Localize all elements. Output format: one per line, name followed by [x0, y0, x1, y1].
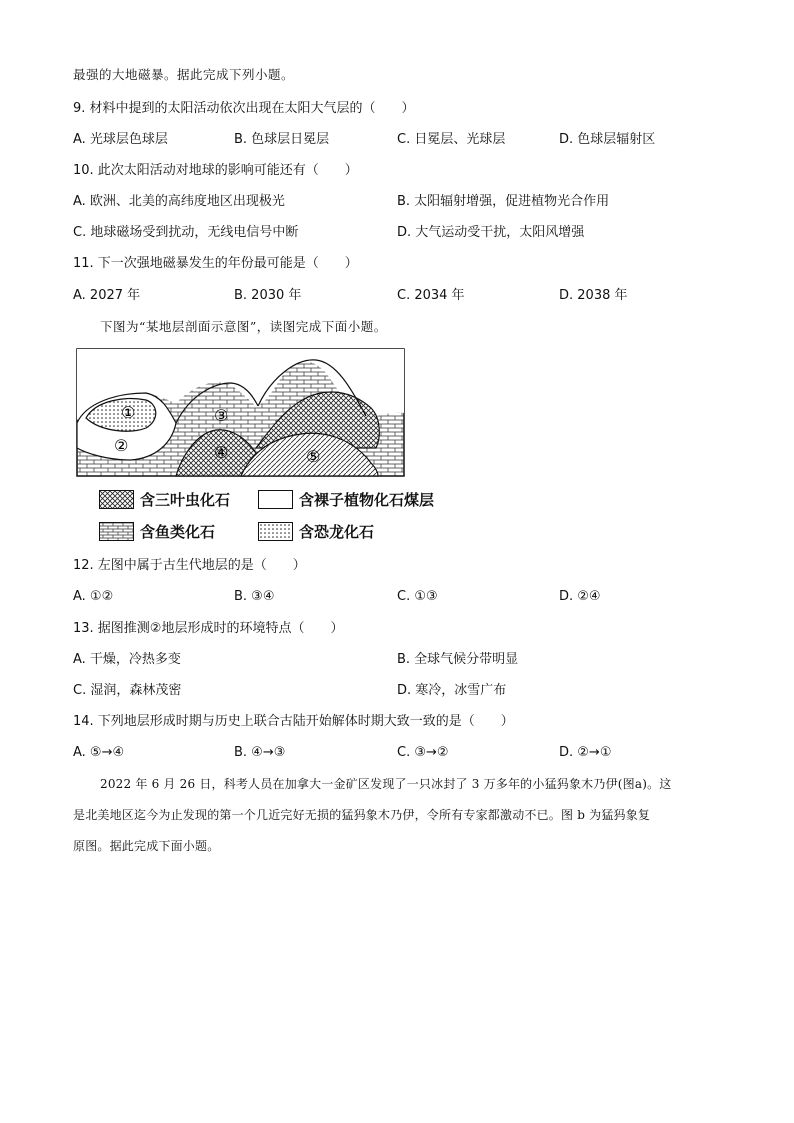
q11-option-a: A. 2027 年 — [73, 288, 141, 303]
q13-option-a: A. 干燥，冷热多变 — [73, 652, 181, 667]
trilobite-swatch-icon — [99, 490, 134, 509]
q10-option-d: D. 大气运动受干扰，太阳风增强 — [397, 225, 585, 240]
q14-stem: 14. 下列地层形成时期与历史上联合古陆开始解体时期大致一致的是（ ） — [73, 714, 514, 729]
legend-trilobite — [99, 489, 230, 510]
q11-option-b: B. 2030 年 — [234, 288, 302, 303]
q12-option-a: A. ①② — [73, 589, 114, 604]
dinosaur-swatch-icon — [258, 522, 293, 541]
q12-stem: 12. 左图中属于古生代地层的是（ ） — [73, 558, 306, 573]
strata-cross-section — [76, 348, 406, 478]
q10-option-c: C. 地球磁场受到扰动，无线电信号中断 — [73, 225, 299, 240]
q11-stem: 11. 下一次强地磁暴发生的年份最可能是（ ） — [73, 256, 358, 271]
legend-gymnosperm-label: 含裸子植物化石煤层 — [299, 491, 435, 509]
q14-option-a: A. ⑤→④ — [73, 745, 125, 760]
q13-option-b: B. 全球气候分带明显 — [397, 652, 519, 667]
q12-option-c: C. ①③ — [397, 589, 438, 604]
q9-option-a: A. 光球层色球层 — [73, 132, 168, 147]
intro-bottom-line-1: 2022 年 6 月 26 日，科考人员在加拿大一金矿区发现了一只冰封了 3 万多年的小猛犸象木乃伊(图a)。这 — [100, 777, 672, 791]
gymnosperm-swatch-icon — [258, 490, 293, 509]
q10-option-b: B. 太阳辐射增强，促进植物光合作用 — [397, 194, 610, 209]
label-2: ② — [114, 436, 129, 455]
fish-swatch-icon — [99, 522, 134, 541]
q13-option-d: D. 寒冷，冰雪广布 — [397, 683, 507, 698]
q9-option-b: B. 色球层日冕层 — [234, 132, 330, 147]
label-1: ① — [121, 403, 136, 422]
label-5: ⑤ — [306, 447, 321, 466]
q10-stem: 10. 此次太阳活动对地球的影响可能还有（ ） — [73, 163, 358, 178]
q9-stem: 9. 材料中提到的太阳活动依次出现在太阳大气层的（ ） — [73, 101, 415, 116]
q13-stem: 13. 据图推测②地层形成时的环境特点（ ） — [73, 621, 344, 636]
q11-option-d: D. 2038 年 — [559, 288, 628, 303]
legend-fish-label: 含鱼类化石 — [140, 523, 216, 541]
intro-top: 最强的大地磁暴。据此完成下列小题。 — [73, 67, 295, 82]
q11-option-c: C. 2034 年 — [397, 288, 465, 303]
legend-fish — [99, 521, 215, 542]
q10-option-a: A. 欧洲、北美的高纬度地区出现极光 — [73, 194, 285, 209]
label-3: ③ — [214, 406, 229, 425]
intro-bottom-line-3: 原图。据此完成下面小题。 — [73, 839, 220, 853]
intro-bottom-line-2: 是北美地区迄今为止发现的第一个几近完好无损的猛犸象木乃伊，令所有专家都激动不已。图 b 为猛犸象复 — [73, 808, 651, 822]
q14-option-b: B. ④→③ — [234, 745, 286, 760]
q9-option-c: C. 日冕层、光球层 — [397, 132, 506, 147]
q12-option-b: B. ③④ — [234, 589, 275, 604]
q12-option-d: D. ②④ — [559, 589, 601, 604]
figure-intro: 下图为“某地层剖面示意图”，读图完成下面小题。 — [100, 319, 387, 334]
q14-option-d: D. ②→① — [559, 745, 612, 760]
q13-option-c: C. 湿润，森林茂密 — [73, 683, 182, 698]
legend-gymnosperm — [258, 489, 434, 510]
legend-dinosaur-label: 含恐龙化石 — [299, 523, 375, 541]
q14-option-c: C. ③→② — [397, 745, 449, 760]
label-4: ④ — [214, 443, 229, 462]
legend-trilobite-label: 含三叶虫化石 — [140, 491, 231, 509]
legend-dinosaur — [258, 521, 374, 542]
q9-option-d: D. 色球层辐射区 — [559, 132, 656, 147]
